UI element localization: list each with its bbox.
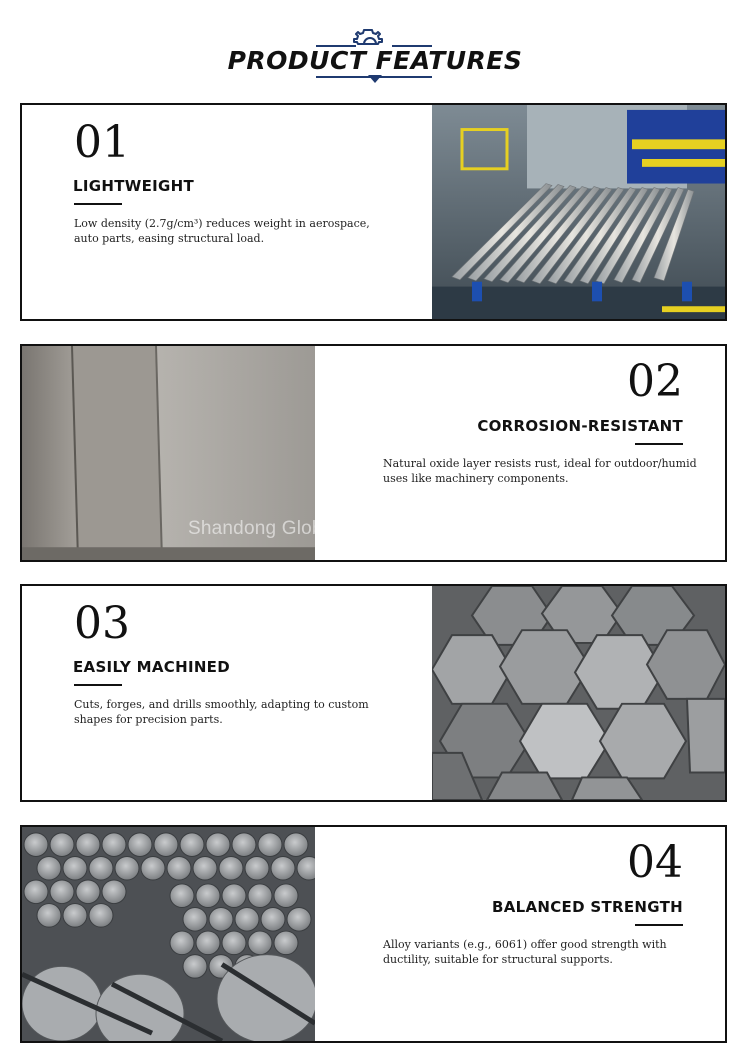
feature-number: 02	[627, 356, 683, 407]
feature-title: LIGHTWEIGHT	[73, 177, 195, 195]
feature-title: BALANCED STRENGTH	[491, 898, 683, 916]
section-header	[0, 0, 750, 95]
feature-number: 01	[74, 117, 130, 168]
page-title: PRODUCT FEATURES	[227, 46, 523, 75]
feature-number: 03	[74, 598, 130, 649]
watermark: Shandong Global Steel Group Co. Ltd.	[188, 518, 521, 539]
title-underline	[635, 443, 683, 445]
feature-title: EASILY MACHINED	[73, 658, 230, 676]
feature-description: Cuts, forges, and drills smoothly, adapting to custom shapes for precision parts.	[74, 698, 369, 726]
aluminum-rods-factory-photo	[432, 105, 725, 319]
feature-description: Low density (2.7g/cm³) reduces weight in aerospace, auto parts, easing structural load.	[74, 217, 370, 245]
stacked-round-bars-photo	[22, 827, 315, 1041]
feature-card-lightweight	[20, 103, 727, 321]
title-underline	[74, 203, 122, 205]
title-underline	[74, 684, 122, 686]
triangle-down-icon	[368, 75, 382, 83]
hexagonal-bars-photo	[432, 586, 725, 800]
feature-card-easily-machined	[20, 584, 727, 802]
feature-description: Alloy variants (e.g., 6061) offer good strength with ductility, suitable for structural supports.	[383, 938, 667, 966]
title-underline	[635, 924, 683, 926]
feature-description: Natural oxide layer resists rust, ideal for outdoor/humid uses like machinery components.	[383, 457, 697, 485]
feature-title: CORROSION-RESISTANT	[477, 417, 683, 435]
feature-number: 04	[627, 837, 683, 888]
feature-card-balanced-strength	[20, 825, 727, 1043]
